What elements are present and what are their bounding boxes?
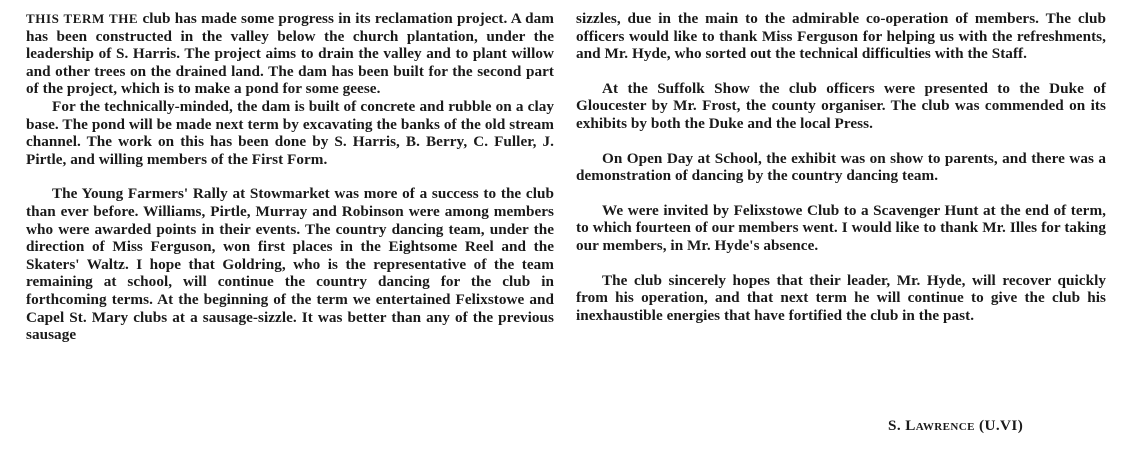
author-signature: S. Lawrence (U.VI) [888,417,1024,434]
paragraph-open-day: On Open Day at School, the exhibit was on show to parents, and there was a demonstration of dancing by the country dancing team. [576,149,1106,185]
paragraph-rally: The Young Farmers' Rally at Stowmarket was more of a success to the club than ever before. Williams, Pirtle, Murray and Robinson were among members who were awarded points in their events. The country dancing team, under the direction of Miss Ferguson, won first places in the Eightsome Reel and the Skaters' Waltz. I hope that Goldring, who is the representative of the team remaining at school, will continue the country dancing for the club in forthcoming terms. At the beginning of the term we entertained Felixstowe and Capel St. Mary clubs at a sausage-sizzle. It was better than any of the previous sausage [26,185,554,344]
right-column [576,10,1106,324]
paragraph-dam-construction: For the technically-minded, the dam is built of concrete and rubble on a clay base. The pond will be made next term by excavating the banks of the old stream channel. The work on this has been done by S. Harris, B. Berry, C. Fuller, J. Pirtle, and willing members of the First Form. [26,97,554,168]
paragraph-sausage-sizzle-continued: sizzles, due in the main to the admirable co-operation of members. The club officers would like to thank Miss Ferguson for helping us with the refreshments, and Mr. Hyde, who sorted out the technical difficulties with the Staff. [576,10,1106,63]
paragraph-scavenger-hunt: We were invited by Felixstowe Club to a Scavenger Hunt at the end of term, to which fourteen of our members went. I would like to thank Mr. Illes for taking our members, in Mr. Hyde's absence. [576,201,1106,254]
lead-in-caps: THIS TERM THE [26,11,139,26]
paragraph-suffolk-show: At the Suffolk Show the club officers were presented to the Duke of Gloucester by Mr. Frost, the county organiser. The club was commended on its exhibits by both the Duke and the local Press. [576,79,1106,132]
left-column [26,10,554,344]
paragraph-closing-hopes: The club sincerely hopes that their leader, Mr. Hyde, will recover quickly from his operation, and that next term he will continue to give the club his inexhaustible energies that have fortified the club in the past. [576,271,1106,324]
paragraph-reclamation-text: club has made some progress in its reclamation project. A dam has been constructed in the valley below the church plantation, under the leadership of S. Harris. The project aims to drain the valley and to plant willow and other trees on the drained land. The dam has been built for the second part of the project, which is to make a pond for some geese. [26,10,555,98]
paragraph-reclamation [26,10,554,98]
